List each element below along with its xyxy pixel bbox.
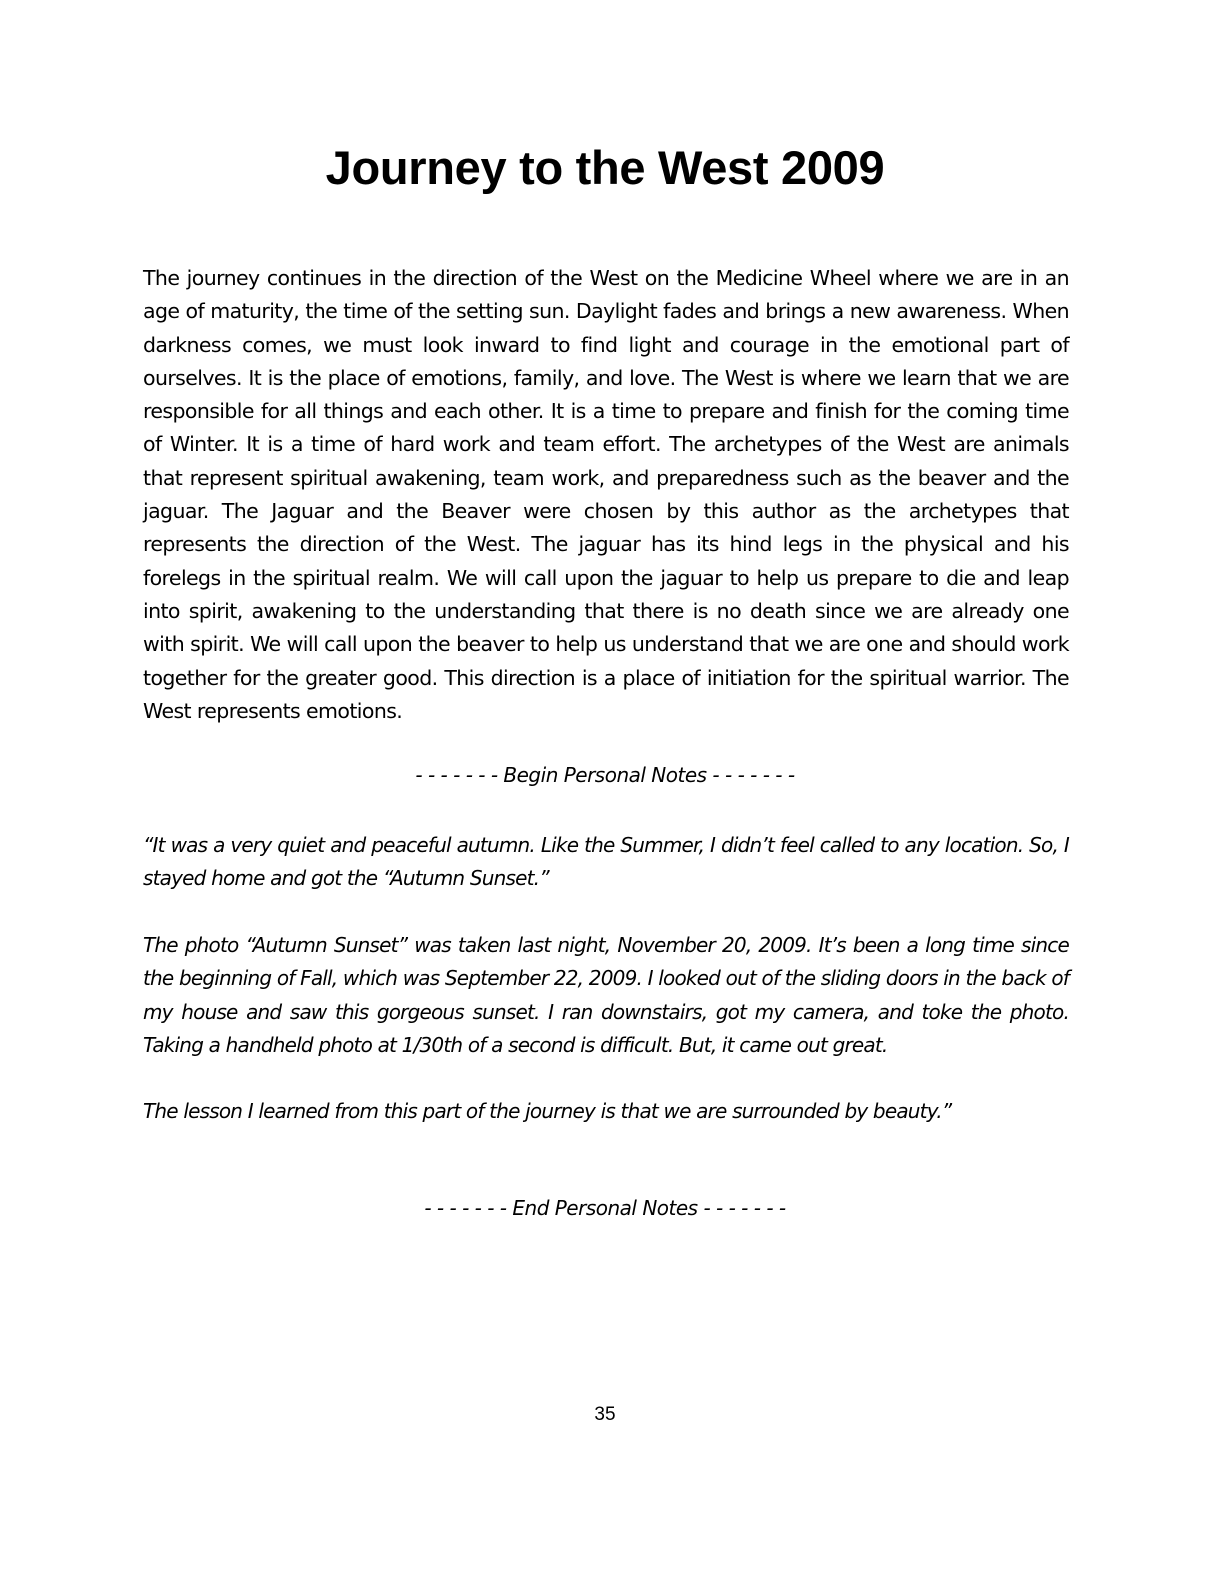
begin-personal-notes-divider: - - - - - - - Begin Personal Notes - - - - - - - [415,763,795,787]
personal-note-2 [143,929,1069,1062]
page-number: 35 [594,1404,616,1425]
personal-note-1 [143,829,1069,896]
page-title: Journey to the West 2009 [325,141,885,194]
note-paragraph: “It was a very quiet and peaceful autumn. Like the Summer, I didn’t feel called to any location. So, I stayed home and got the “Autumn Sunset.” [143,833,1069,891]
personal-note-3 [143,1095,1069,1128]
end-personal-notes-divider: - - - - - - - End Personal Notes - - - - - - - [424,1196,786,1220]
note-paragraph: The lesson I learned from this part of the journey is that we are surrounded by beauty.” [143,1099,952,1123]
body-paragraph: The journey continues in the direction of the West on the Medicine Wheel where we are in an age of maturity, the time of the setting sun. Daylight fades and brings a new awareness. When darkness comes, we must look inward to find light and courage in the emotional part of ourselves. It is the place of emotions, family, and love. The West is where we learn that we are responsible for all things and each other. It is a time to prepare and finish for the coming time of Winter. It is a time of hard work and team effort. The archetypes of the West are animals that represent spiritual awakening, team work, and preparedness such as the beaver and the jaguar. The Jaguar and the Beaver were chosen by this author as the archetypes that represents the direction of the West. The jaguar has its hind legs in the physical and his forelegs in the spiritual realm. We will call upon the jaguar to help us prepare to die and leap into spirit, awakening to the understanding that there is no death since we are already one with spirit. We will call upon the beaver to help us understand that we are one and should work together for the greater good. This direction is a place of initiation for the spiritual warrior. The West represents emotions. [143,266,1069,723]
note-paragraph: The photo “Autumn Sunset” was taken last night, November 20, 2009. It’s been a long time since the beginning of Fall, which was September 22, 2009. I looked out of the sliding doors in the back of my house and saw this gorgeous sunset. I ran downstairs, got my camera, and toke the photo. Taking a handheld photo at 1/30th of a second is difficult. But, it came out great. [143,933,1069,1057]
